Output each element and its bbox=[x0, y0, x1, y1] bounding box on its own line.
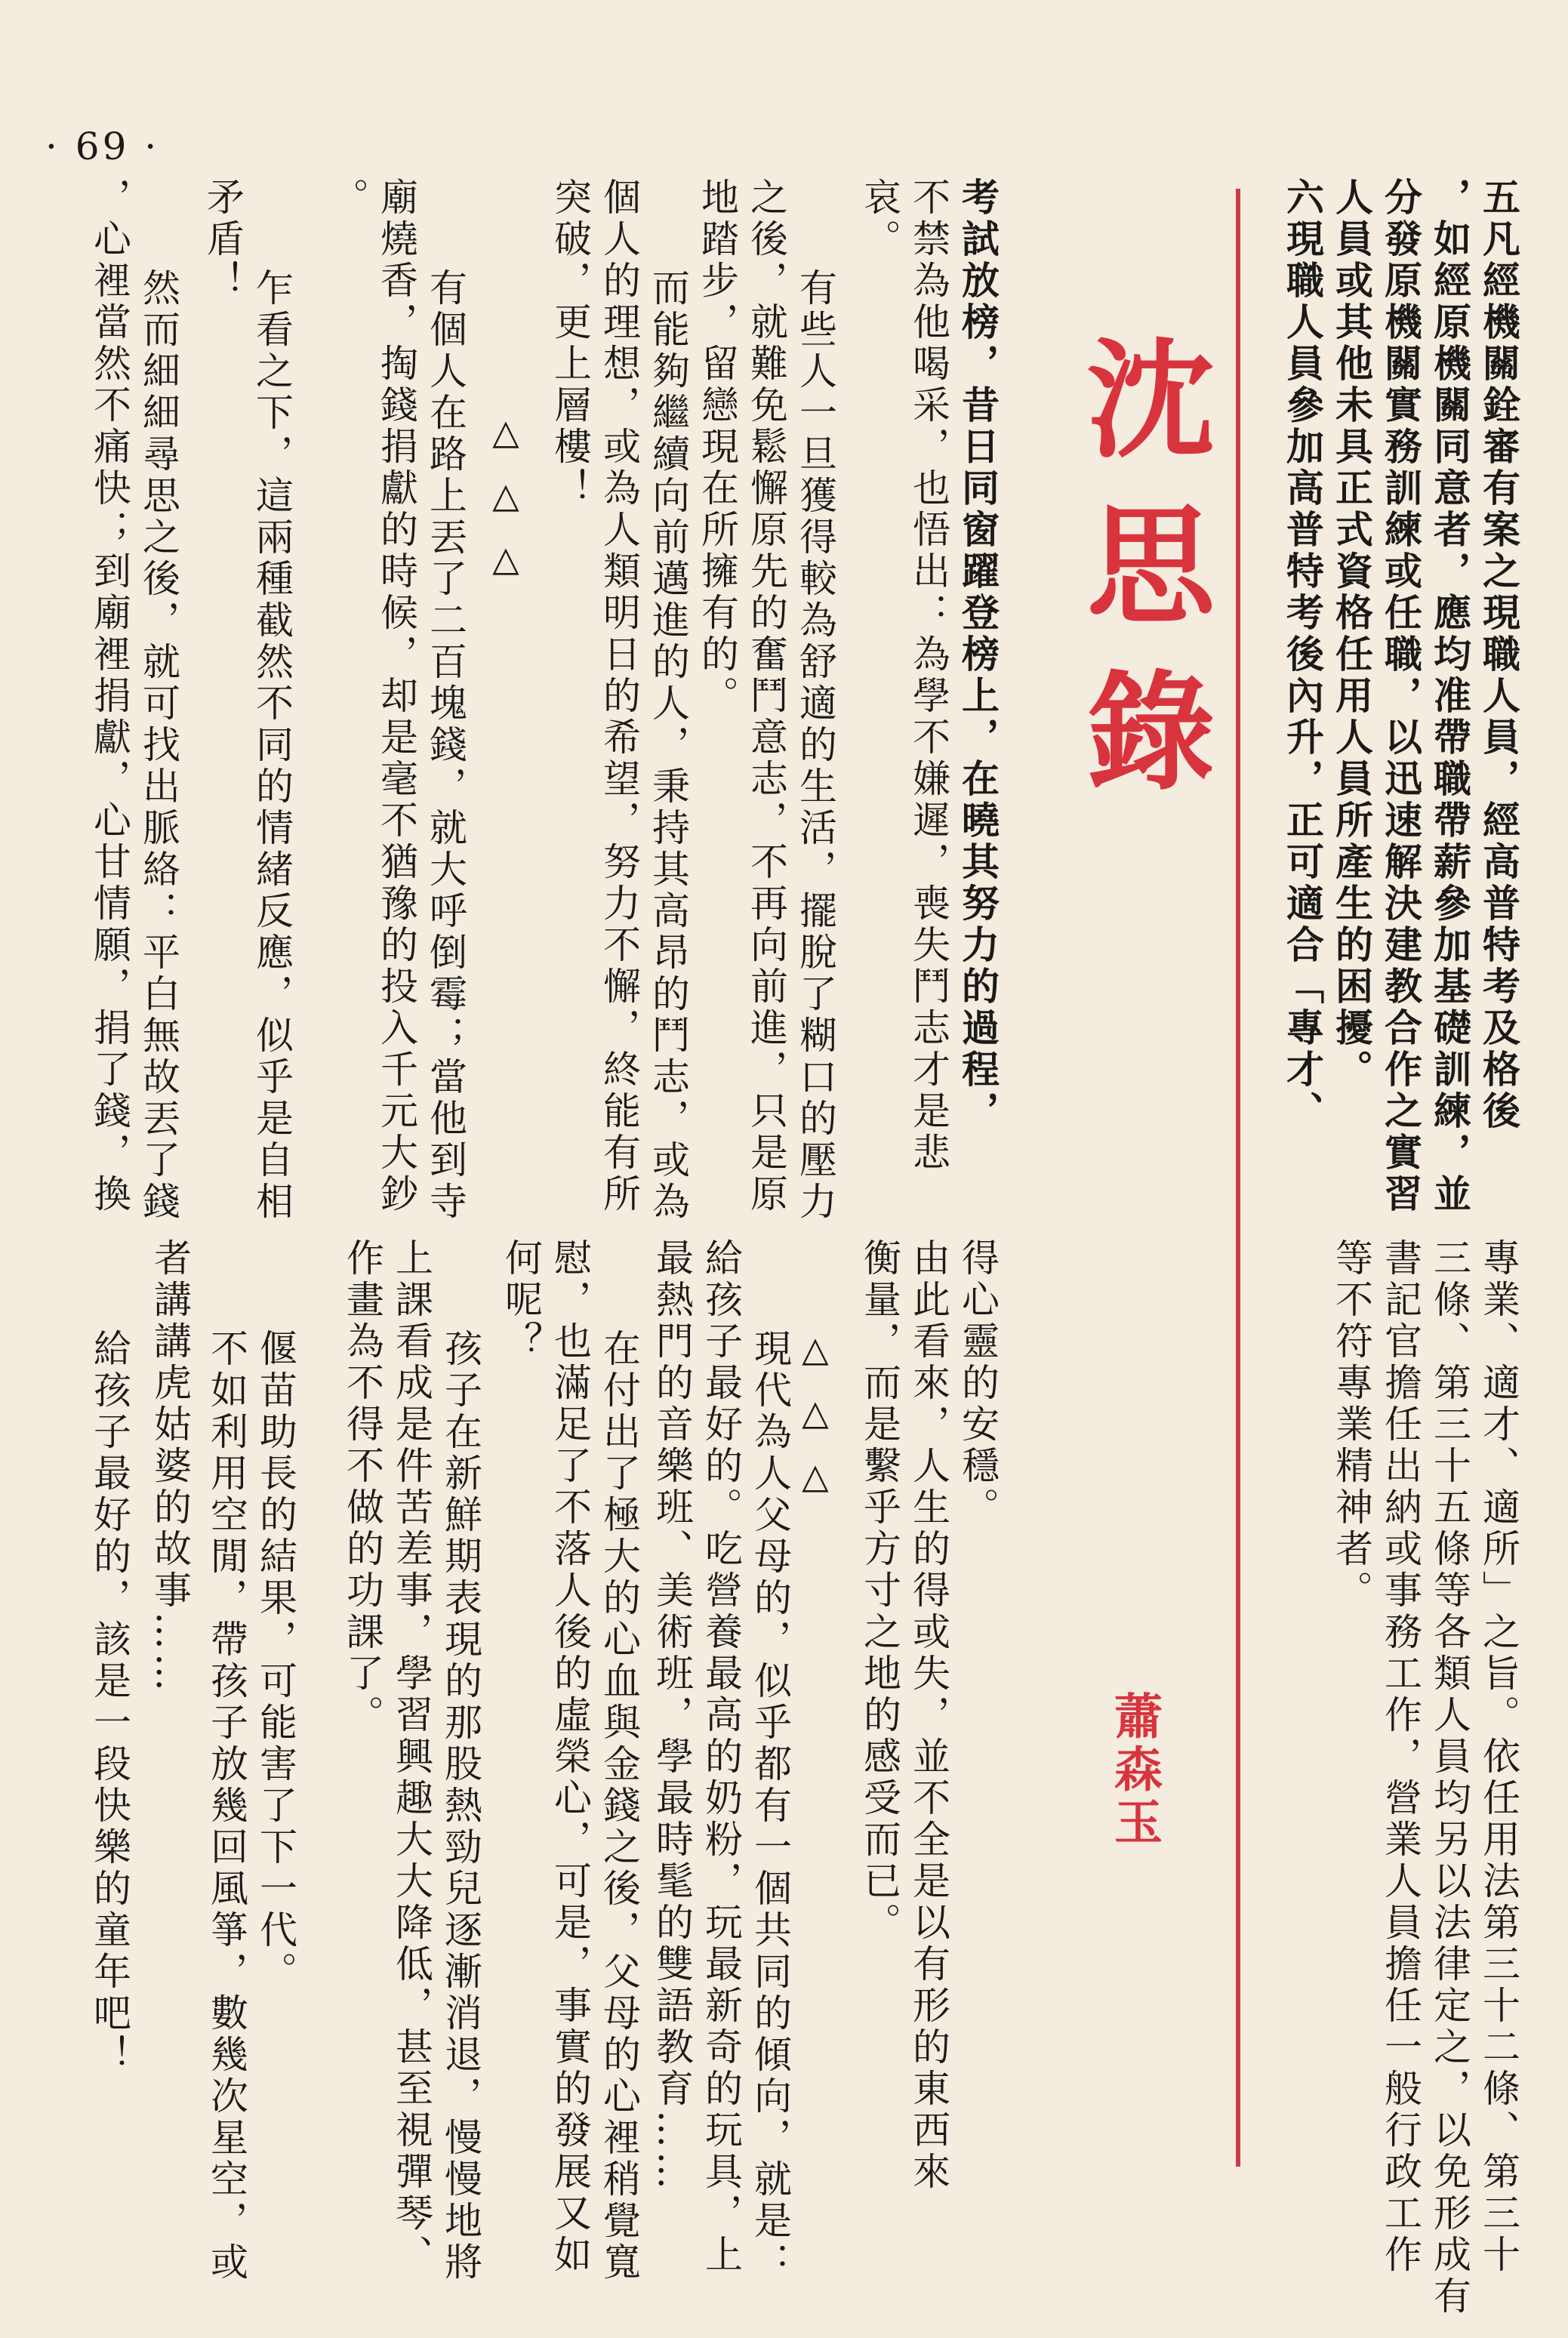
text-column: 突破，更上層樓！ bbox=[548, 177, 592, 510]
text-column: 者講講虎姑婆的故事…… bbox=[148, 1238, 192, 1695]
text-column: 然而細細尋思之後，就可找出脈絡：平白無故丟了錢 bbox=[137, 268, 180, 1223]
text-column: 有些人一旦獲得較為舒適的生活，擺脫了糊口的壓力 bbox=[793, 268, 837, 1223]
text-column: 廟燒香，掏錢捐獻的時候，却是毫不猶豫的投入千元大鈔 bbox=[374, 177, 418, 1215]
text-column: 慰，也滿足了不落人後的虛榮心，可是，事實的發展又如 bbox=[548, 1238, 592, 2276]
text-column: 由此看來，人生的得或失，並不全是以有形的東西來 bbox=[907, 1238, 950, 2193]
section-divider-line bbox=[1236, 189, 1240, 2167]
text-column: 最熱門的音樂班、美術班，學最時髦的雙語教育…… bbox=[650, 1238, 694, 2193]
text-column: 。 bbox=[325, 177, 369, 219]
text-column: 哀。 bbox=[858, 177, 901, 260]
text-column: 何呢？ bbox=[499, 1238, 543, 1363]
text-column: 得心靈的安穩。 bbox=[956, 1238, 1000, 1529]
text-column: 衡量，而是繫乎方寸之地的感受而已。 bbox=[858, 1238, 901, 1944]
text-column: 作畫為不得不做的功課了。 bbox=[340, 1238, 384, 1736]
text-column: 五凡經機關銓審有案之現職人員，經高普特考及格後 bbox=[1477, 177, 1521, 1132]
essay-title: 沈思錄 bbox=[1064, 332, 1215, 830]
text-column: 孩子在新鮮期表現的那股熱勁兒逐漸消退，慢慢地將 bbox=[439, 1329, 482, 2284]
author-name: 蕭森玉 bbox=[1106, 1691, 1163, 1850]
text-column: 在付出了極大的心血與金錢之後，父母的心裡稍覺寬 bbox=[597, 1329, 641, 2284]
text-column: 乍看之下，這兩種截然不同的情緒反應，似乎是自相 bbox=[250, 268, 294, 1223]
text-column: ，如經原機關同意者，應均准帶職帶薪參加基礎訓練，並 bbox=[1428, 177, 1472, 1215]
text-column: 給孩子最好的。吃營養最高的奶粉，玩最新奇的玩具，上 bbox=[699, 1238, 743, 2276]
text-column: 給孩子最好的，該是一段快樂的童年吧！ bbox=[88, 1329, 131, 2076]
text-column: 分發原機關實務訓練或任職，以迅速解決建教合作之實習 bbox=[1379, 177, 1423, 1215]
text-column: 人員或其他未具正式資格任用人員所產生的困擾。 bbox=[1329, 177, 1374, 1091]
text-column: 有個人在路上丟了二百塊錢，就大呼倒霉；當他到寺 bbox=[424, 268, 467, 1223]
text-column: 地踏步，留戀現在所擁有的。 bbox=[695, 177, 739, 717]
text-column: 等不符專業精神者。 bbox=[1329, 1238, 1373, 1612]
text-column: 上課看成是件苦差事，學習興趣大大降低，甚至視彈琴、 bbox=[390, 1238, 433, 2276]
text-column: 之後，就難免鬆懈原先的奮鬥意志，不再向前進，只是原 bbox=[744, 177, 788, 1215]
text-column: 不禁為他喝采，也悟出：為學不嫌遲，喪失鬥志才是悲 bbox=[907, 177, 950, 1174]
text-column: 個人的理想，或為人類明日的希望，努力不懈，終能有所 bbox=[597, 177, 641, 1215]
text-column: 三條、第三十五條等各類人員均另以法律定之，以免形成有 bbox=[1428, 1238, 1471, 2318]
lead-rest: ，昔日同窗躍登榜上，在曉其努力的過程， bbox=[956, 343, 1000, 1132]
text-column: 六現職人員參加高普特考後內升，正可適合「專才、 bbox=[1280, 177, 1325, 1132]
text-column: 現代為人父母的，似乎都有一個共同的傾向，就是： bbox=[748, 1329, 792, 2284]
text-column: 偃苗助長的結果，可能害了下一代。 bbox=[254, 1329, 297, 1993]
text-column: 書記官擔任出納或事務工作，營業人員擔任一般行政工作 bbox=[1379, 1238, 1422, 2276]
bold-lead: 考試放榜 bbox=[956, 177, 1000, 343]
text-column: 不如利用空閒，帶孩子放幾回風箏，數幾次星空，或 bbox=[205, 1329, 248, 2284]
text-column: ，心裡當然不痛快；到廟裡捐獻，心甘情願，捐了錢，換 bbox=[88, 177, 131, 1215]
text-column: 矛盾！ bbox=[201, 177, 245, 302]
text-column: 而能夠繼續向前邁進的人，秉持其高昂的鬥志，或為 bbox=[646, 268, 690, 1223]
page-number: · 69 · bbox=[45, 125, 160, 168]
text-column bbox=[955, 177, 1000, 1132]
section-separator: △△△ bbox=[485, 411, 526, 602]
section-separator: △△△ bbox=[795, 1329, 836, 1519]
text-column: 專業、適才、適所」之旨。依任用法第三十二條、第三十 bbox=[1477, 1238, 1520, 2276]
